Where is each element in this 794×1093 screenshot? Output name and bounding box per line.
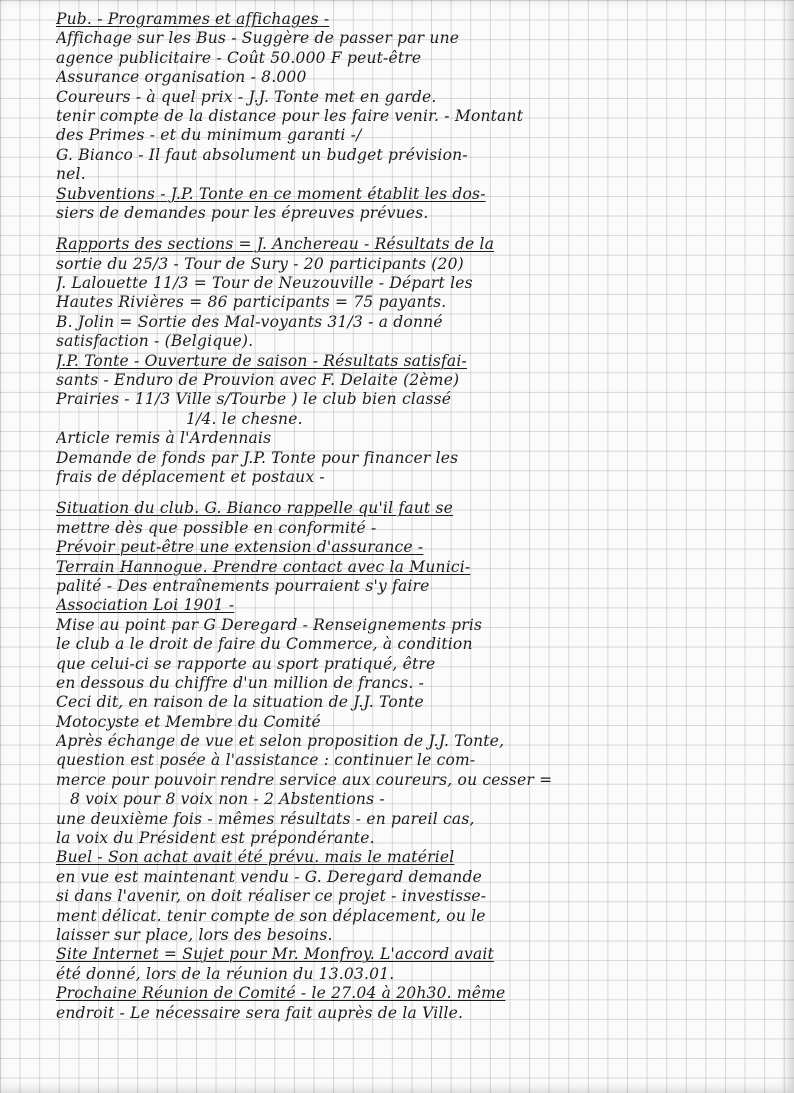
section-gap [56,487,776,499]
heading-subventions: Subventions - J.P. Tonte en ce moment établit les dos- [56,184,486,203]
text-line: Prairies - 11/3 Ville s/Tourbe ) le club bien classé [56,390,452,409]
text-line: nel. [56,165,86,184]
section-pub [56,10,776,223]
text-line: Mise au point par G Deregard - Renseignements pris [56,615,483,634]
text-line: le club a le droit de faire du Commerce, à condition [56,635,473,654]
text-line: Demande de fonds par J.P. Tonte pour financer les [56,448,459,467]
text-line: si dans l'avenir, on doit réaliser ce projet - investisse- [56,887,487,906]
text-line: Ceci dit, en raison de la situation de J.J. Tonte [56,693,424,712]
text-line: la voix du Président est prépondérante. [56,829,375,848]
text-line: des Primes - et du minimum garanti -/ [56,126,362,145]
text-line-prevoir: Prévoir peut-être une extension d'assurance - [56,538,424,557]
text-line: siers de demandes pour les épreuves prévues. [56,203,429,222]
page-content [56,10,776,1023]
text-line: mettre dès que possible en conformité - [56,518,377,537]
text-line: Coureurs - à quel prix - J.J. Tonte met en garde. [56,87,437,106]
text-line: sortie du 25/3 - Tour de Sury - 20 participants (20) [56,254,464,273]
text-line: une deuxième fois - mêmes résultats - en pareil cas, [56,809,475,828]
text-line: que celui-ci se rapporte au sport pratiqué, être [56,654,436,673]
text-line: agence publicitaire - Coût 50.000 F peut-être [56,48,422,67]
text-line: Assurance organisation - 8.000 [56,68,307,87]
heading-situation: Situation du club. G. Bianco rappelle qu'il faut se [56,499,454,518]
text-line: été donné, lors de la réunion du 13.03.01. [56,964,395,983]
heading-pub: Pub. - Programmes et affichages - [56,10,330,28]
vote-result: 8 voix pour 8 voix non - 2 Abstentions - [70,790,385,809]
text-line: frais de déplacement et postaux - [56,467,325,486]
text-line: Article remis à l'Ardennais [56,429,272,448]
text-line: merce pour pouvoir rendre service aux coureurs, ou cesser = [56,770,553,789]
text-line: Motocyste et Membre du Comité [56,712,321,731]
section-situation [56,499,776,1023]
text-line: Hautes Rivières = 86 participants = 75 payants. [56,293,447,312]
text-line: en dessous du chiffre d'un million de francs. - [56,673,425,692]
text-line: sants - Enduro de Prouvion avec F. Delaite (2ème) [56,371,460,390]
section-gap [56,223,776,235]
heading-prochaine-reunion: Prochaine Réunion de Comité - le 27.04 à 20h30. même [56,984,506,1003]
heading-buel: Buel - Son achat avait été prévu. mais le matériel [56,848,455,867]
text-line: satisfaction - (Belgique). [56,332,254,351]
text-line: laisser sur place, lors des besoins. [56,925,333,944]
heading-terrain: Terrain Hannogue. Prendre contact avec la Munici- [56,557,471,576]
text-line-tonte: J.P. Tonte - Ouverture de saison - Résultats satisfai- [56,351,467,370]
section-rapports [56,235,776,487]
text-line: palité - Des entraînements pourraient s'y faire [56,576,430,595]
text-line: 1/4. le chesne. [186,409,303,428]
text-line: G. Bianco - Il faut absolument un budget prévision- [56,145,468,164]
text-line: ment délicat. tenir compte de son déplacement, ou le [56,906,486,925]
text-line: en vue est maintenant vendu - G. Deregard demande [56,867,482,886]
text-line: endroit - Le nécessaire sera fait auprès de la Ville. [56,1003,464,1022]
heading-association: Association Loi 1901 - [56,596,235,615]
heading-rapports: Rapports des sections = J. Anchereau - Résultats de la [56,235,495,254]
text-line: tenir compte de la distance pour les faire venir. - Montant [56,106,524,125]
heading-site-internet: Site Internet = Sujet pour Mr. Monfroy. L'accord avait [56,945,494,964]
text-line: Affichage sur les Bus - Suggère de passer par une [56,29,460,48]
text-line: J. Lalouette 11/3 = Tour de Neuzouville - Départ les [56,274,473,293]
text-line: question est posée à l'assistance : continuer le com- [56,751,476,770]
text-line: Après échange de vue et selon proposition de J.J. Tonte, [56,732,505,751]
text-line: B. Jolin = Sortie des Mal-voyants 31/3 - a donné [56,312,443,331]
